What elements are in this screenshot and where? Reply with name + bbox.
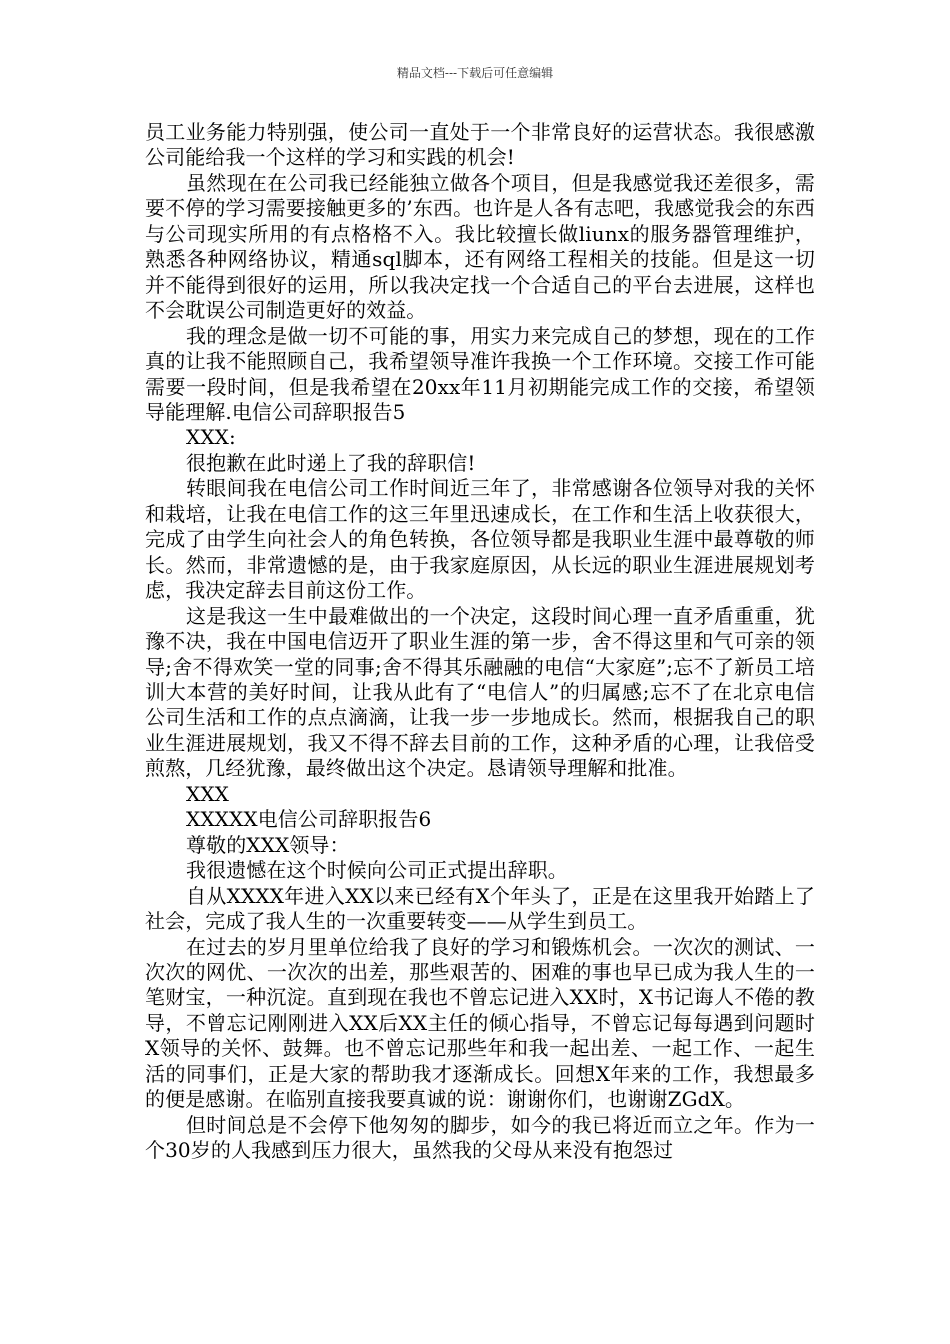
salutation: XXX:: [186, 425, 236, 450]
paragraph: 我的理念是做一切不可能的事，用实力来完成自己的梦想，现在的工作真的让我不能照顾自己，我希望领导准许我换一个工作环境。交接工作可能需要一段时间，但是我希望在20xx年11月初期能完成工作的交接，希望领导能理解.电信公司辞职报告5: [145, 323, 815, 424]
paragraph: 在过去的岁月里单位给我了良好的学习和锻炼机会。一次次的测试、一次次的网优、一次次的出差，那些艰苦的、困难的事也早已成为我人生的一笔财宝，一种沉淀。直到现在我也不曾忘记进入XX时，X书记诲人不倦的教导，不曾忘记刚刚进入XX后XX主任的倾心指导，不曾忘记每每遇到问题时X领导的关怀、鼓舞。也不曾忘记那些年和我一起出差、一起工作、一起生活的同事们，正是大家的帮助我才逐渐成长。回想X年来的工作，我想最多的便是感谢。在临别直接我要真诚的说：谢谢你们，也谢谢ZGdX。: [145, 934, 815, 1112]
paragraph: 但时间总是不会停下他匆匆的脚步，如今的我已将近而立之年。作为一个30岁的人我感到压力很大，虽然我的父母从来没有抱怨过: [145, 1112, 815, 1163]
paragraph: 转眼间我在电信公司工作时间近三年了，非常感谢各位领导对我的关怀和栽培，让我在电信工作的这三年里迅速成长，在工作和生活上收获很大，完成了由学生向社会人的角色转换，各位领导都是我职业生涯中最尊敬的师长。然而，非常遗憾的是，由于我家庭原因，从长远的职业生涯进展规划考虑，我决定辞去目前这份工作。: [145, 476, 815, 603]
paragraph: 员工业务能力特别强，使公司一直处于一个非常良好的运营状态。我很感激公司能给我一个这样的学习和实践的机会!: [145, 120, 815, 170]
paragraph: 很抱歉在此时递上了我的辞职信!: [186, 450, 476, 475]
paragraph: 这是我这一生中最难做出的一个决定，这段时间心理一直矛盾重重，犹豫不决，我在中国电信迈开了职业生涯的第一步，舍不得这里和气可亲的领导;舍不得欢笑一堂的同事;舍不得其乐融融的电信“大家庭”;忘不了新员工培训大本营的美好时间，让我从此有了“电信人”的归属感;忘不了在北京电信公司生活和工作的点点滴滴，让我一步一步地成长。然而，根据我自己的职业生涯进展规划，我又不得不辞去目前的工作，这种矛盾的心理，让我倍受煎熬，几经犹豫，最终做出这个决定。恳请领导理解和批准。: [145, 603, 815, 781]
section-title: XXXXX电信公司辞职报告6: [186, 807, 432, 832]
paragraph: 自从XXXX年进入XX以来已经有X个年头了，正是在这里我开始踏上了社会，完成了我人生的一次重要转变——从学生到员工。: [145, 883, 815, 934]
salutation: 尊敬的XXX领导：: [186, 832, 350, 857]
document-body: [145, 120, 815, 1164]
signature: XXX: [186, 781, 230, 806]
page-header: 精品文档---下载后可任意编辑: [396, 66, 554, 80]
paragraph: 虽然现在在公司我已经能独立做各个项目，但是我感觉我还差很多，需要不停的学习需要接触更多的’东西。也许是人各有志吧，我感觉我会的东西与公司现实所用的有点格格不入。我比较擅长做liunx的服务器管理维护，熟悉各种网络协议，精通sql脚本，还有网络工程相关的技能。但是这一切并不能得到很好的运用，所以我决定找一个合适自己的平台去进展，这样也不会耽误公司制造更好的效益。: [145, 170, 815, 323]
paragraph: 我很遗憾在这个时候向公司正式提出辞职。: [186, 858, 568, 883]
